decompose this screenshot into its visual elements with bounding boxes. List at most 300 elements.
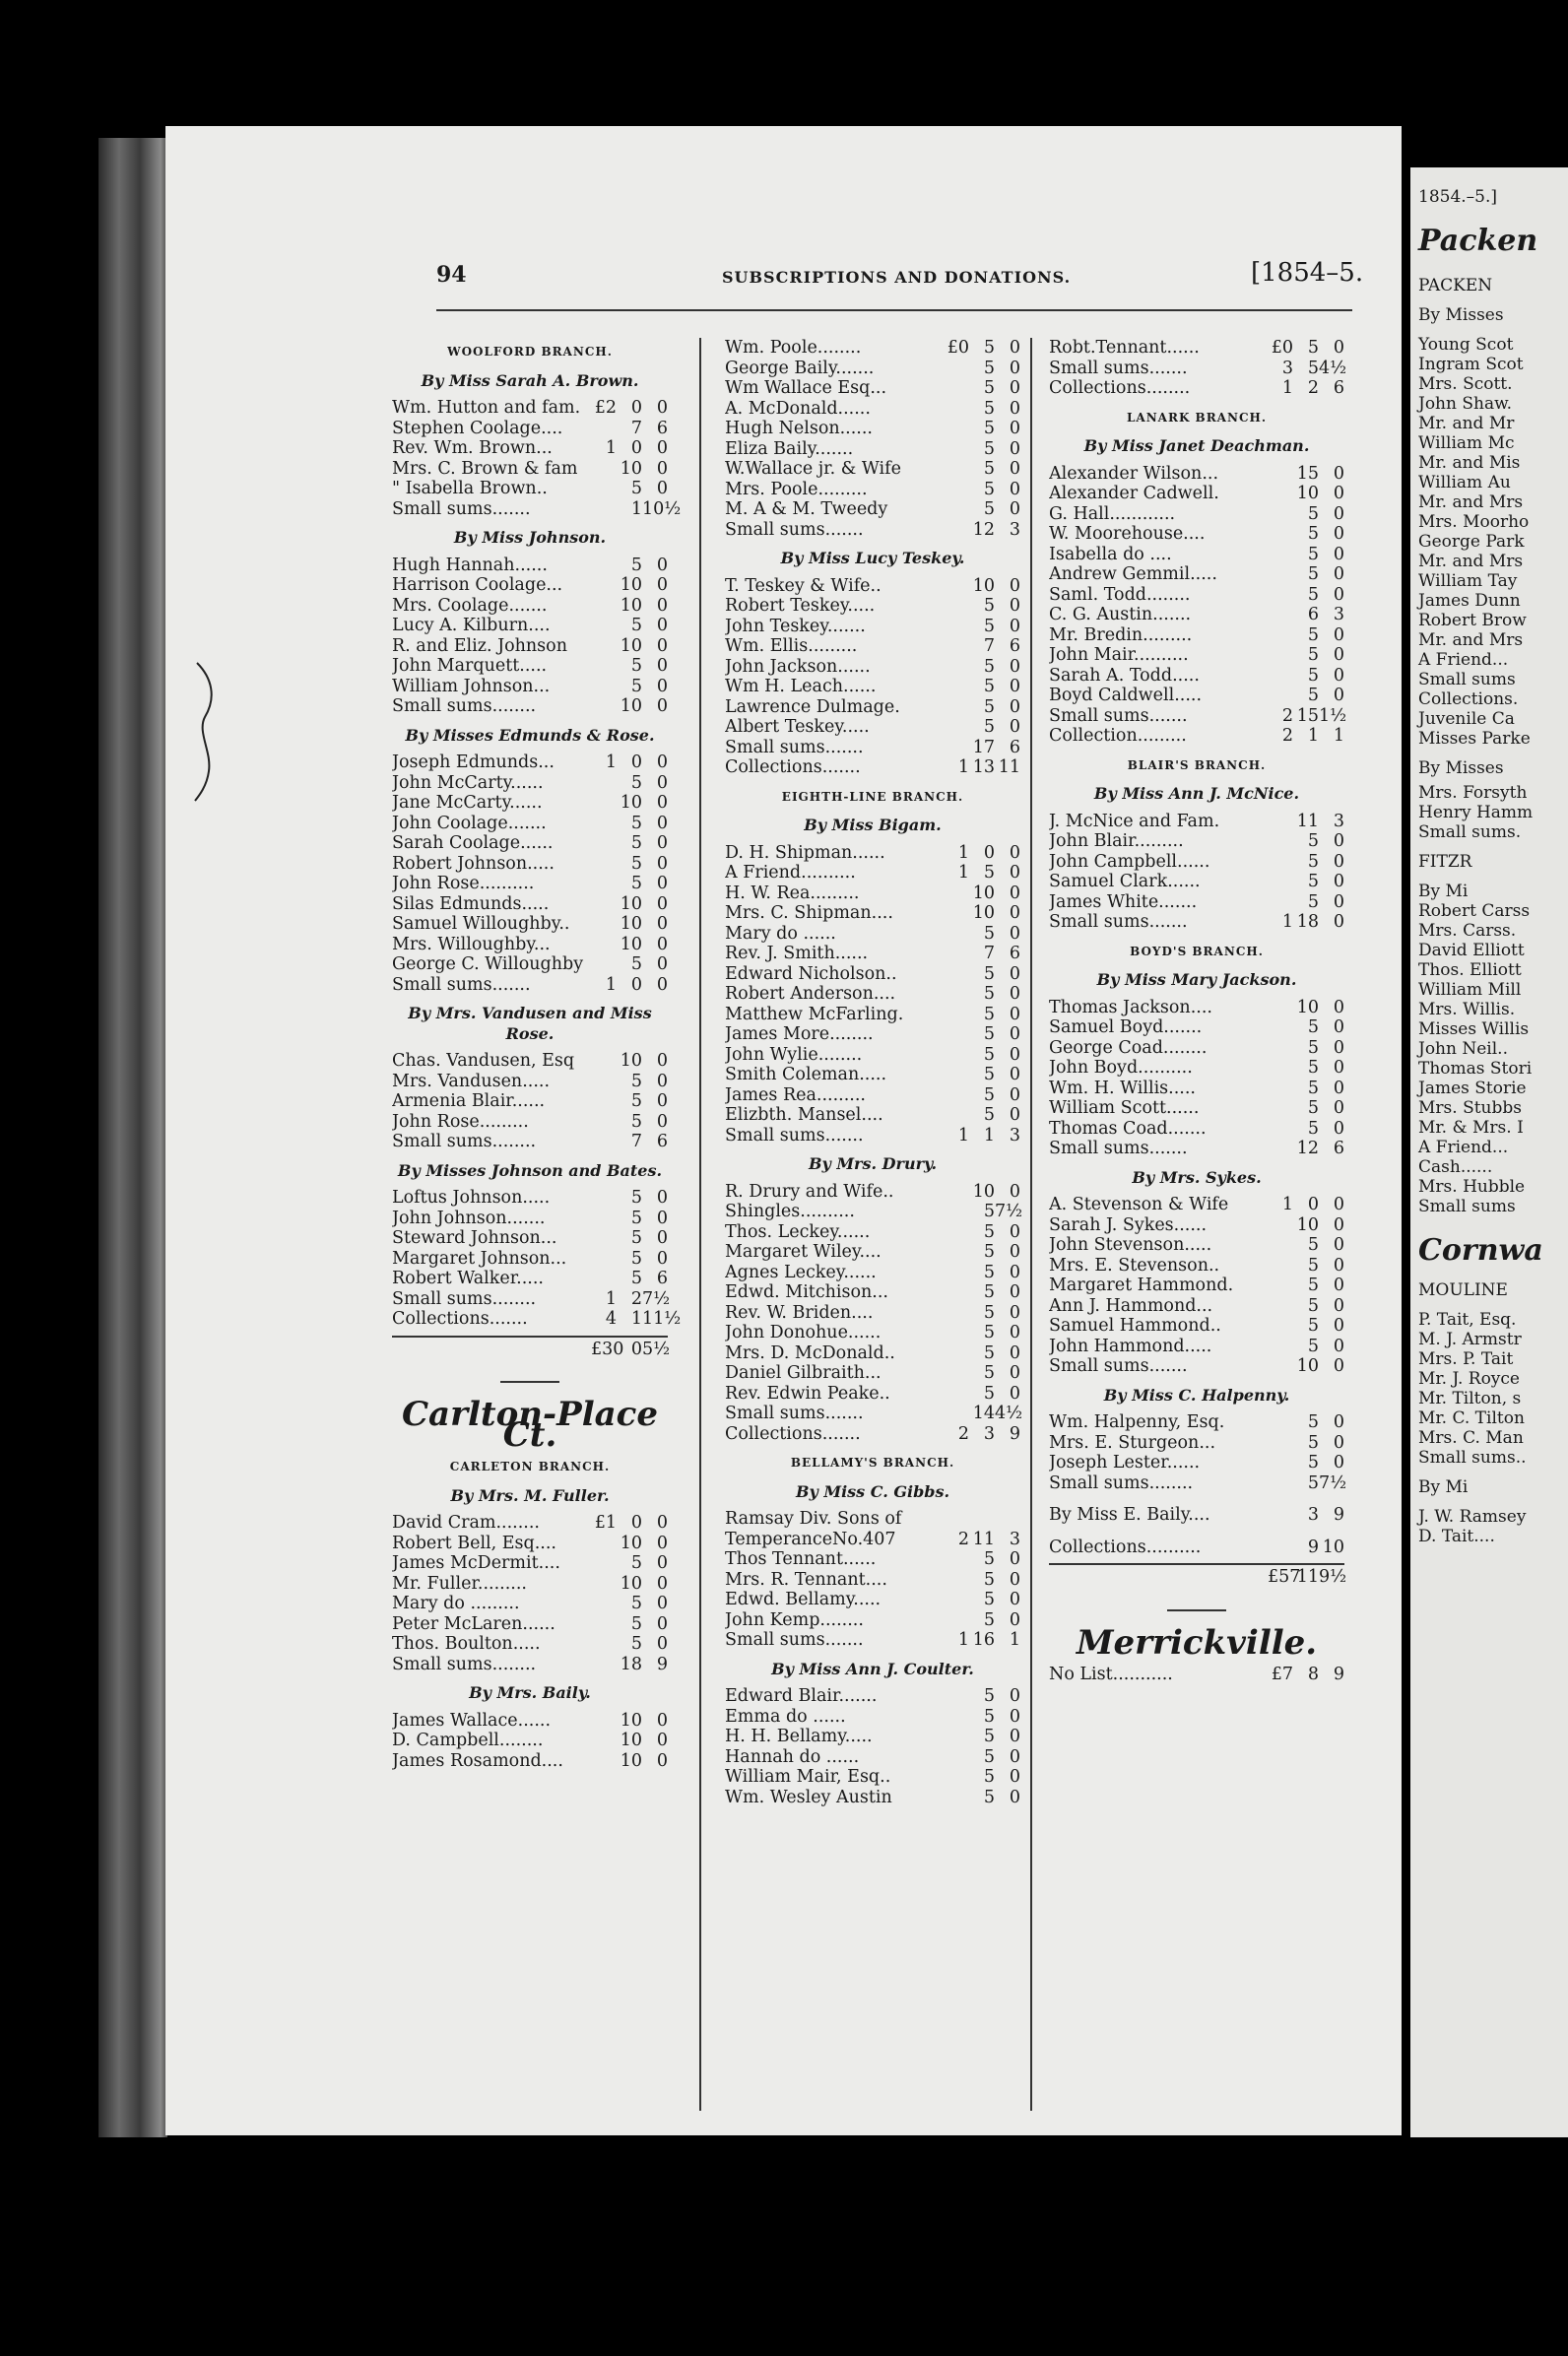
column-1 <box>392 333 682 1771</box>
entry-row <box>392 1091 668 1112</box>
facing-page-line: Robert Brow <box>1418 611 1527 630</box>
entry-name: Mrs. Poole......... <box>725 479 868 499</box>
entry-row <box>725 459 1020 480</box>
entry-row <box>392 1112 668 1133</box>
facing-page-line: Packen <box>1418 224 1538 258</box>
entry-row <box>392 596 668 617</box>
entry-row <box>725 617 1020 637</box>
entry-name: Small sums....... <box>725 1125 864 1145</box>
pounds: 1 <box>1281 378 1293 398</box>
entry-name: Collection......... <box>1049 726 1187 746</box>
entry-name: Mr. Bredin......... <box>1049 624 1193 645</box>
entry-row <box>1049 1567 1347 1588</box>
entry-name: John Marquett..... <box>392 656 548 676</box>
pounds: 2 <box>957 1529 969 1549</box>
shillings: 5 <box>630 656 642 676</box>
pounds <box>1268 464 1293 485</box>
pence: 0 <box>1009 378 1020 398</box>
entry-list <box>1049 1412 1347 1493</box>
pence: 0 <box>1009 923 1020 944</box>
entry-row <box>725 1590 1020 1610</box>
entry-name: W. Moorehouse.... <box>1049 524 1206 544</box>
shillings: 10 <box>620 1533 642 1553</box>
facing-page-line: Mr. and Mrs <box>1418 492 1524 512</box>
entry-name: Collections.......... <box>1049 1537 1202 1557</box>
entry-name: Albert Teskey..... <box>725 717 870 737</box>
shillings: 7 <box>630 418 642 438</box>
entry-row <box>725 1727 1020 1747</box>
entry-row <box>392 814 668 834</box>
facing-page-line: Mr. C. Tilton <box>1418 1408 1525 1428</box>
shillings: 0 <box>983 842 995 863</box>
shillings: 5 <box>983 923 995 944</box>
shillings: 14 <box>972 1404 995 1423</box>
pounds: 1 <box>605 974 617 995</box>
pounds <box>1268 686 1293 706</box>
pence: 0 <box>1333 1058 1344 1078</box>
entry-row <box>725 1323 1020 1343</box>
shillings: 5 <box>630 833 642 853</box>
entry-row <box>1049 1356 1344 1377</box>
shillings: 5 <box>630 1594 642 1613</box>
shillings: 5 <box>1307 1255 1319 1276</box>
pence: 6 <box>1009 944 1020 963</box>
entry-name: Margaret Johnson... <box>392 1248 567 1269</box>
pounds <box>944 944 969 964</box>
pounds <box>591 935 617 955</box>
shillings: 10 <box>972 903 995 923</box>
pounds: 2 <box>1281 726 1293 746</box>
facing-page-line: A Friend... <box>1418 1138 1509 1157</box>
pounds <box>591 1594 617 1614</box>
shillings: 5 <box>1307 584 1319 605</box>
facing-page-line: M. J. Armstr <box>1418 1330 1522 1349</box>
pounds <box>1268 524 1293 545</box>
entry-row <box>392 773 668 794</box>
pence: 0 <box>1009 1787 1020 1807</box>
pounds <box>944 617 969 637</box>
pence: 0 <box>656 1513 668 1533</box>
facing-page-line: William Mill <box>1418 980 1522 1000</box>
pence: 0 <box>656 1594 668 1613</box>
pounds <box>944 717 969 738</box>
entry-row <box>1049 1038 1344 1059</box>
entry-name: Boyd Caldwell..... <box>1049 686 1203 705</box>
pence: 11 <box>998 757 1020 777</box>
entry-name: Small sums....... <box>1049 705 1188 726</box>
pence: 0 <box>1009 1084 1020 1105</box>
entry-row <box>1049 1256 1344 1276</box>
entry-name: Margaret Wiley.... <box>725 1242 882 1262</box>
shillings: 5 <box>1307 831 1319 851</box>
shillings <box>969 1509 995 1530</box>
pounds <box>591 1574 617 1595</box>
shillings: 5 <box>983 419 995 438</box>
entry-name: Collections....... <box>725 1423 861 1444</box>
entry-row <box>392 1269 668 1289</box>
facing-page-line: Mrs. Stubbs <box>1418 1098 1522 1118</box>
shillings: 10 <box>1296 997 1319 1017</box>
shillings: 10 <box>620 793 642 813</box>
entry-row <box>1049 1098 1344 1119</box>
facing-page-line: Robert Carss <box>1418 901 1531 921</box>
pounds: 1 <box>957 1125 969 1145</box>
facing-page-line: Mr. and Mis <box>1418 453 1521 473</box>
shillings: 5 <box>630 1269 642 1288</box>
entry-name: Ramsay Div. Sons of <box>725 1509 902 1529</box>
entry-name: John Boyd.......... <box>1049 1058 1193 1078</box>
pence: 0 <box>1009 499 1020 519</box>
facing-page-line: William Tay <box>1418 571 1518 591</box>
entry-row <box>1049 1139 1344 1159</box>
pence: 0 <box>1333 1453 1344 1472</box>
pence: 0 <box>1333 1295 1344 1316</box>
pence: 0 <box>656 1731 668 1750</box>
shillings: 5 <box>983 696 995 717</box>
shillings: 10 <box>620 1750 642 1771</box>
entry-name: R. and Eliz. Johnson <box>392 635 567 656</box>
entry-row <box>392 656 668 677</box>
pounds <box>944 1263 969 1283</box>
pounds <box>944 1222 969 1243</box>
pence: 0 <box>1009 883 1020 903</box>
pounds <box>591 596 617 617</box>
entry-row <box>1049 1505 1344 1526</box>
shillings: 18 <box>1296 912 1319 932</box>
entry-row <box>392 854 668 875</box>
entry-name: Small sums....... <box>1049 1139 1188 1158</box>
pence: 0 <box>1009 863 1020 883</box>
shillings: 5 <box>983 438 995 459</box>
entry-name: James More........ <box>725 1024 874 1044</box>
entry-name: Smith Coleman..... <box>725 1065 887 1084</box>
shillings: 5 <box>983 1590 995 1609</box>
pence: 0 <box>656 1111 668 1132</box>
collector-heading: By Mrs. Drury. <box>808 1154 938 1173</box>
entry-row <box>1049 464 1344 485</box>
pounds <box>591 636 617 657</box>
entry-name: Wm. Ellis......... <box>725 636 858 656</box>
pence: 0 <box>1333 624 1344 645</box>
entry-name: Mrs. Vandusen..... <box>392 1071 551 1091</box>
shillings: 10 <box>1296 1356 1319 1376</box>
collector-heading: By Misses Edmunds & Rose. <box>405 725 655 745</box>
entry-name: Thos Tennant...... <box>725 1549 877 1569</box>
facing-page-line: Mr. Tilton, s <box>1418 1389 1522 1408</box>
shillings: 5 <box>983 1323 995 1342</box>
shillings: 10 <box>972 883 995 903</box>
entry-name: John Mair.......... <box>1049 645 1189 665</box>
entry-row <box>1049 666 1344 687</box>
entry-name: Jane McCarty...... <box>392 793 543 813</box>
entry-list <box>392 1051 668 1152</box>
entry-row <box>392 1711 668 1732</box>
shillings: 5 <box>1307 1058 1319 1078</box>
entry-row <box>725 338 1020 359</box>
shillings: 5 <box>630 1111 642 1132</box>
pence: 0 <box>1009 1727 1020 1746</box>
shillings: 5 <box>983 1262 995 1282</box>
entry-row <box>392 616 668 636</box>
pence: 0 <box>656 398 668 418</box>
facing-page-line: MOULINE <box>1418 1280 1508 1300</box>
shillings: 10 <box>620 1051 642 1071</box>
entry-name: Collections........ <box>1049 378 1191 398</box>
pounds <box>1268 1215 1293 1236</box>
pounds <box>944 1182 969 1203</box>
entry-row <box>392 1051 668 1072</box>
entry-name: TemperanceNo.407 <box>725 1529 896 1549</box>
shillings: 5 <box>983 1242 995 1262</box>
entry-name: Stephen Coolage.... <box>392 418 563 438</box>
entry-row <box>1049 358 1347 379</box>
entry-name: Edwd. Bellamy..... <box>725 1590 882 1609</box>
pence: 10 <box>1322 1537 1344 1557</box>
facing-page-line: Thos. Elliott <box>1418 960 1522 980</box>
shillings: 5 <box>983 1609 995 1630</box>
entry-row <box>392 1249 668 1270</box>
entry-row <box>1049 1296 1344 1317</box>
entry-row <box>392 438 668 459</box>
pounds <box>591 419 617 439</box>
entry-row <box>725 1202 1023 1222</box>
shillings: 5 <box>983 1746 995 1767</box>
entry-row <box>392 1731 668 1751</box>
pence: 0 <box>1333 912 1344 932</box>
entry-row <box>1049 1316 1344 1337</box>
shillings: 11 <box>1296 811 1319 831</box>
shillings: 5 <box>983 1084 995 1105</box>
entry-name: Edwd. Mitchison... <box>725 1282 888 1302</box>
entry-row <box>392 954 668 975</box>
pounds <box>591 1112 617 1133</box>
branch-heading: BLAIR'S BRANCH. <box>1127 757 1267 772</box>
entry-row <box>725 843 1020 864</box>
pence: 0 <box>1009 479 1020 499</box>
shillings: 5 <box>983 1569 995 1590</box>
pence: 0 <box>1009 459 1020 479</box>
entry-list <box>725 1686 1020 1807</box>
entry-row <box>725 657 1020 678</box>
shillings: 5 <box>630 1553 642 1573</box>
branch-heading: WOOLFORD BRANCH. <box>447 345 613 359</box>
collector-heading: By Mrs. M. Fuller. <box>450 1485 610 1505</box>
pence: 0 <box>1009 1609 1020 1630</box>
entry-list <box>392 1711 668 1772</box>
pence: 3 <box>1009 1529 1020 1549</box>
pence: 0 <box>1009 1590 1020 1609</box>
facing-page-line: PACKEN <box>1418 276 1493 295</box>
entry-name: Hugh Hannah...... <box>392 555 548 575</box>
pence: 0 <box>1333 891 1344 912</box>
entry-row <box>725 1065 1020 1085</box>
pounds <box>591 479 617 499</box>
pounds <box>591 954 617 975</box>
entry-row <box>725 1024 1020 1045</box>
facing-page-line: James Dunn <box>1418 591 1521 611</box>
entry-name: Saml. Todd........ <box>1049 584 1191 605</box>
shillings: 5 <box>1307 1017 1319 1037</box>
entry-name: William Mair, Esq.. <box>725 1767 891 1787</box>
entry-row <box>392 636 668 657</box>
pounds <box>1268 1038 1293 1059</box>
entry-name: Small sums....... <box>725 519 864 540</box>
entry-row <box>392 874 668 894</box>
entry-name: Sarah A. Todd..... <box>1049 665 1200 686</box>
entry-name: William Johnson... <box>392 676 551 696</box>
pence: 0 <box>656 1208 668 1228</box>
shillings: 5 <box>1307 1118 1319 1139</box>
pence: 3 <box>1009 519 1020 540</box>
pounds <box>591 1228 617 1249</box>
pence: 0 <box>1009 1569 1020 1590</box>
shillings: 5 <box>983 1105 995 1125</box>
pence: 0 <box>1333 1316 1344 1336</box>
facing-page-line: Mr. and Mrs <box>1418 630 1524 650</box>
collector-heading: By Miss Lucy Teskey. <box>780 549 965 567</box>
pounds <box>944 657 969 678</box>
pence: 0 <box>1333 484 1344 503</box>
shillings: 10 <box>620 1731 642 1750</box>
entry-row <box>1049 998 1344 1018</box>
pence: 0 <box>1333 1235 1344 1255</box>
pounds <box>1268 872 1293 892</box>
shillings: 5 <box>1307 624 1319 645</box>
pence: 0 <box>656 833 668 853</box>
pounds <box>944 1707 969 1728</box>
pounds <box>591 459 617 480</box>
entry-row <box>725 1630 1020 1651</box>
entry-row <box>725 1182 1020 1203</box>
shillings: 1 <box>630 498 642 519</box>
pounds <box>591 1051 617 1072</box>
entry-name: H. H. Bellamy..... <box>725 1727 873 1746</box>
entry-name: Mrs. C. Brown & fam <box>392 458 578 479</box>
entry-row <box>392 677 668 697</box>
entry-row <box>392 498 682 520</box>
collector-heading: By Misses Johnson and Bates. <box>397 1160 663 1180</box>
entry-name: H. W. Rea......... <box>725 883 860 903</box>
entry-name: John Blair......... <box>1049 831 1184 851</box>
entry-list <box>392 1513 668 1674</box>
pence: 4½ <box>1319 358 1347 378</box>
entry-row <box>1049 1195 1344 1215</box>
entry-name: Rev. W. Briden.... <box>725 1302 874 1323</box>
pounds: £2 <box>594 398 617 418</box>
entry-row <box>392 1574 668 1595</box>
pounds <box>944 596 969 617</box>
pence: 0 <box>656 656 668 676</box>
collector-heading: By Miss Ann J. McNice. <box>1093 784 1300 803</box>
pounds <box>944 1363 969 1384</box>
shillings: 5 <box>1307 564 1319 584</box>
pence: 9 <box>1009 1423 1020 1444</box>
entry-name: Robert Walker..... <box>392 1269 544 1288</box>
entry-name: C. G. Austin....... <box>1049 605 1192 624</box>
pounds <box>1268 1119 1293 1140</box>
shillings: 10 <box>620 914 642 934</box>
entry-row <box>1049 1079 1344 1099</box>
entry-row <box>1049 585 1344 606</box>
pence: 0 <box>656 635 668 656</box>
shillings: 12 <box>972 519 995 540</box>
entry-name: Hugh Nelson...... <box>725 419 873 438</box>
pence: 0 <box>1009 1363 1020 1383</box>
entry-name: John Teskey....... <box>725 616 866 636</box>
entry-name: James McDermit.... <box>392 1553 560 1573</box>
pence: 0 <box>656 1533 668 1553</box>
facing-page-line: Mr. and Mr <box>1418 414 1515 433</box>
pounds <box>944 1303 969 1324</box>
entry-list <box>725 1509 1020 1651</box>
facing-page-line: James Storie <box>1418 1079 1527 1098</box>
pence: 0 <box>1009 1282 1020 1302</box>
pence: 4½ <box>995 1404 1023 1423</box>
pence: 0 <box>1009 696 1020 717</box>
entry-name: Sarah Coolage...... <box>392 833 554 853</box>
pence: 0 <box>656 616 668 635</box>
pence: 0 <box>656 676 668 696</box>
entry-row <box>1049 545 1344 565</box>
entry-row <box>725 1384 1020 1405</box>
pounds <box>944 1767 969 1788</box>
pounds <box>944 903 969 924</box>
shillings: 5 <box>630 1634 642 1654</box>
entry-row <box>392 935 668 955</box>
entry-row <box>725 697 1020 718</box>
entry-name: Mary do ...... <box>725 923 836 944</box>
pence: 0 <box>1009 575 1020 596</box>
shillings: 5 <box>1307 524 1319 544</box>
shillings: 5 <box>983 1383 995 1404</box>
pounds <box>944 1282 969 1303</box>
pence: 0 <box>1333 1255 1344 1276</box>
shillings: 10 <box>620 575 642 595</box>
pounds: 1 <box>1281 1195 1293 1214</box>
entry-name: Rev. J. Smith...... <box>725 944 869 963</box>
shillings: 5 <box>630 874 642 893</box>
pounds <box>591 1711 617 1732</box>
entry-row <box>725 964 1020 985</box>
entry-name: Edward Nicholson.. <box>725 963 897 984</box>
facing-page-line: George Park <box>1418 532 1525 552</box>
pence: 0 <box>1009 1065 1020 1084</box>
entry-name: John Campbell...... <box>1049 851 1210 872</box>
entry-name: Ann J. Hammond... <box>1049 1295 1213 1316</box>
entry-row <box>725 1549 1020 1570</box>
pence: 0 <box>1333 1214 1344 1235</box>
entry-row <box>392 1553 668 1574</box>
pounds <box>1268 1139 1293 1159</box>
pounds <box>944 738 969 758</box>
entry-row <box>392 556 668 576</box>
pence: 0 <box>656 974 668 995</box>
pounds <box>944 1105 969 1126</box>
pounds <box>944 1610 969 1631</box>
pounds <box>591 874 617 894</box>
entry-name: Robert Bell, Esq.... <box>392 1533 556 1553</box>
pence: 6 <box>1333 378 1344 398</box>
pence: 0 <box>656 914 668 934</box>
shillings: 5 <box>983 1686 995 1706</box>
pounds <box>591 814 617 834</box>
entry-name: James White....... <box>1049 891 1198 912</box>
shillings: 0 <box>630 753 642 772</box>
pounds <box>591 1188 617 1209</box>
pounds <box>944 1686 969 1707</box>
entry-name: Wm. Hutton and fam. <box>392 398 581 418</box>
collector-heading: By Mrs. Sykes. <box>1132 1167 1262 1187</box>
